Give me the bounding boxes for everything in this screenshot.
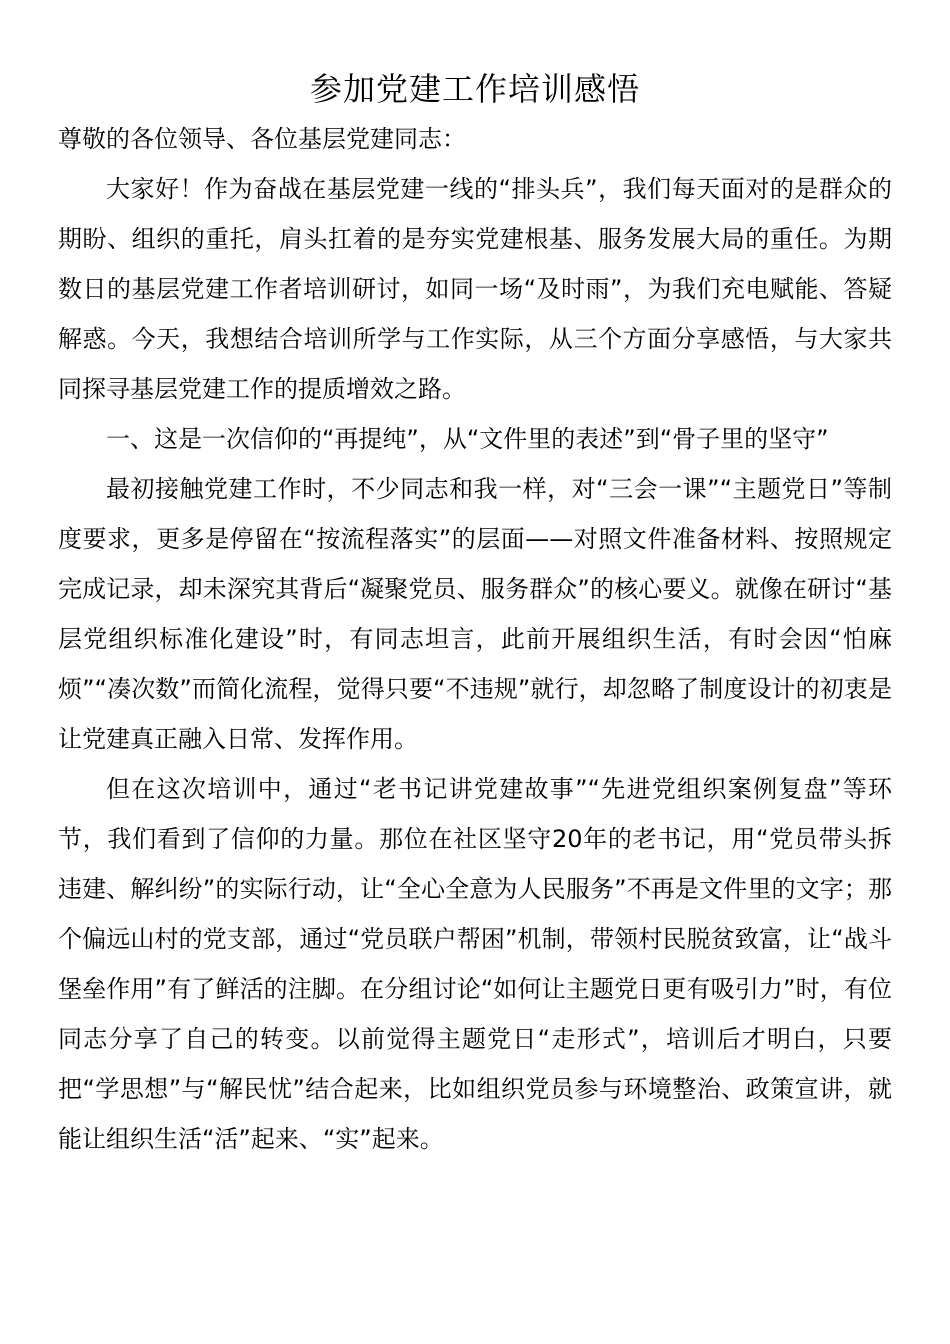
document-title: 参加党建工作培训感悟 — [309, 70, 640, 108]
paragraph-section-1-b: 但在这次培训中，通过“老书记讲党建故事”“先进党组织案例复盘”等环节，我们看到了信仰的力量。那位在社区坚守20年的老书记，用“党员带头拆违建、解纠纷”的实际行动，让“全心全意为人民服务”不再是文件里的文字；那个偏远山村的党支部，通过“党员联户帮困”机制，带领村民脱贫致富，让“战斗堡垒作用”有了鲜活的注脚。在分组讨论“如何让主题党日更有吸引力”时，有位同志分享了自己的转变。以前觉得主题党日“走形式”，培训后才明白，只要把“学思想”与“解民忧”结合起来，比如组织党员参与环境整治、政策宣讲，就能让组织生活“活”起来、“实”起来。 — [58, 775, 892, 1153]
section-heading-1: 一、这是一次信仰的“再提纯”，从“文件里的表述”到“骨子里的坚守” — [106, 425, 829, 453]
paragraph-opening: 大家好！作为奋战在基层党建一线的“排头兵”，我们每天面对的是群众的期盼、组织的重托，肩头扛着的是夯实党建根基、服务发展大局的重任。为期数日的基层党建工作者培训研讨，如同一场“及时雨”，为我们充电赋能、答疑解惑。今天，我想结合培训所学与工作实际，从三个方面分享感悟，与大家共同探寻基层党建工作的提质增效之路。 — [58, 175, 892, 403]
paragraph-section-1-a: 最初接触党建工作时，不少同志和我一样，对“三会一课”“主题党日”等制度要求，更多是停留在“按流程落实”的层面——对照文件准备材料、按照规定完成记录，却未深究其背后“凝聚党员、服务群众”的核心要义。就像在研讨“基层党组织标准化建设”时，有同志坦言，此前开展组织生活，有时会因“怕麻烦”“凑次数”而简化流程，觉得只要“不违规”就行，却忽略了制度设计的初衷是让党建真正融入日常、发挥作用。 — [58, 475, 892, 753]
document-body — [58, 114, 892, 1164]
salutation: 尊敬的各位领导、各位基层党建同志： — [58, 125, 466, 153]
